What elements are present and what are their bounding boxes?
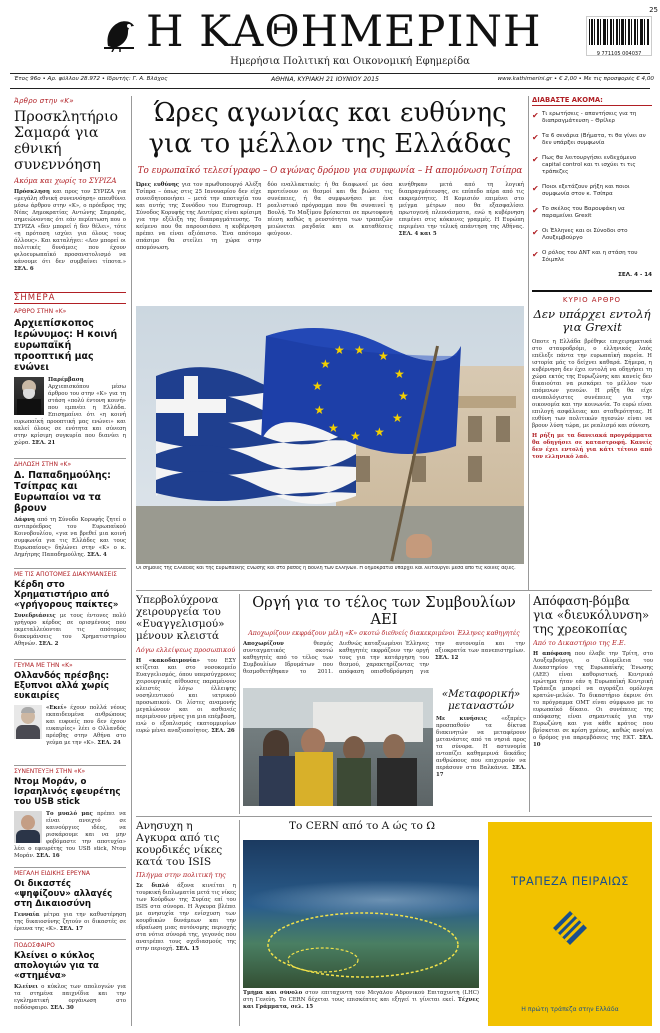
main-col-2 [267,182,392,252]
piraeus-logo-icon [552,910,588,946]
checkmark-icon: ✔ [532,250,539,259]
today-lead: Παρέμβαση [48,377,84,383]
bomb-subhead: Από το Δικαστήριο της Ε.Ε. [533,639,626,647]
today-headline[interactable]: Αρχιεπίσκοπος Ιερώνυμος: Η κοινή ευρωπαϊκή προοπτική μας ενώνει [14,318,118,373]
question-item[interactable] [532,228,650,242]
cern-caption-lead: Τμήμα και σύνολο [243,990,303,996]
ankara-subhead: Πλήγμα στην πολιτική της [136,871,226,879]
today-tag: ΑΡΘΡΟ ΣΤΗΝ «Κ» [14,308,67,315]
svg-text:★: ★ [320,357,331,371]
questions-page-ref: ΣΕΛ. 4 - 14 [618,272,652,278]
samaras-subhead: Ακόμα και χωρίς το ΣΥΡΙΖΑ [14,176,117,185]
today-lead: Γενναία [14,912,40,918]
question-text: Οι Έλληνες και οι Σύνοδοι στο Λουξεμβούργο [542,228,628,241]
migrants-article [436,688,526,812]
checkmark-icon: ✔ [532,133,539,142]
today-tag: ΓΕΥΜΑ ΜΕ ΤΗΝ «Κ» [14,662,73,669]
cern-caption-wrap [243,990,479,1024]
today-item-judges [14,867,126,937]
today-body-wrap [14,984,126,1012]
migrants-lead: Με κινήσεις [436,716,487,722]
main-lead: Ώρες ευθύνης [136,182,180,188]
migrants-headline[interactable]: «Μεταφορική» μεταναστών [441,688,521,712]
bomb-page-ref: ΣΕΛ. 10 [533,735,653,748]
main-story [136,96,524,306]
editorial-headline[interactable]: Δεν υπάρχει εντολή για Grexit [533,307,651,334]
svg-text:★: ★ [312,379,323,393]
cern-headline[interactable]: Το CERN από το Α ώς το Ω [288,820,436,832]
today-headline[interactable]: Ολλανδός πρέσβης: Εξυπνοι αλλά χωρίς ευκαιρίες [14,671,110,701]
checkmark-icon: ✔ [532,184,539,193]
question-text: Ο ρόλος του ΔΝΤ και η στάση του Σόιμπλε [542,250,638,263]
editorial [532,290,652,588]
ankara-article [136,820,236,1026]
today-body: πρέπει να είναι ανοιχτό σε καινούργιες ιδέες, να ρισκάρουμε και να μην φοβόμαστε την αποτυχία» λέει ο εφευρέτης του USB stick, Ντομ Μοράν. [14,811,126,859]
today-body-wrap [14,912,126,933]
barcode-bars-icon [587,17,651,47]
today-lead: Δάφνη [14,517,35,523]
samaras-kicker: Άρθρο στην «Κ» [14,97,74,105]
today-page-ref: ΣΕΛ. 2 [38,641,59,647]
today-tag: ΜΕΓΑΛΗ ΕΙΔΙΚΗΣ ΕΡΕΥΝΑ [14,870,90,877]
website-price: www.kathimerini.gr • € 2,00 • Με τις προσφορές € 4,00 [497,76,654,82]
ad-tagline: Η πρώτη τράπεζα στην Ελλάδα [521,1006,619,1013]
flags-photo-caption: Οι σημαίες της Ελλάδας και της Ευρωπαϊκής Ένωσης και στο βάθος η Βουλή των Ελλήνων. Η δημοκρατία υπάρχει και λειτουργεί μέσα από τις κοινές αξίες. [136,566,516,571]
newspaper-title: Η ΚΑΘΗΜΕΡΙΝΗ [146,7,542,57]
migrants-body: «εξπρές» προσπαθούν τα δίκτυα διακινητών να μεταφέρουν μετανάστες από τα νησιά προς τα σύνορα. Η αστυνομία εντοπίζει καθημερινά δεκάδες ανθρώπους που επιχειρούν να περάσουν στα Βαλκάνια. [436,716,526,771]
today-headline[interactable]: Κλείνει ο κύκλος απολογιών για τα «στημένα» [14,951,99,981]
main-columns [136,182,524,252]
main-subhead: Το ευρωπαϊκό τελεσίγραφο – Ο αγώνας δρόμου για συμφωνία – Η απομόνωση Τσίπρα [137,166,523,176]
evangelismos-lead: Η «κακοδαιμονία» [136,658,200,664]
question-item[interactable] [532,111,650,125]
issue-date: ΑΘΗΝΑ, ΚΥΡΙΑΚΗ 21 ΙΟΥΝΙΟΥ 2015 [271,76,379,83]
samaras-lead: Πρόσκληση [14,189,50,195]
checkmark-icon: ✔ [532,155,539,164]
today-lead: Κλείνει [14,984,38,990]
bomb-article [533,594,653,816]
today-item-stocks [14,568,126,656]
svg-text:★: ★ [314,403,325,417]
svg-text:★: ★ [394,367,405,381]
bomb-body: που έλαβε την Τρίτη, στο Λουξεμβούργο, ο Ολομέλεια του Δικαστηρίου της Ευρωπαϊκής Ένωσης (ΔΕΕ) είναι καθοριστική. Κεντρικό ερώτημα ήταν εάν η Ευρωπαϊκή Κεντρική Τράπεζα μπορεί να αγοράζει ομόλογα κρατών-μελών. Το δικαστήριο έκρινε ότι το πρόγραμμα OMT είναι σύμφωνο με το ευρωπαϊκό δίκαιο. Οι συνέπειες της απόφασης είναι σημαντικές για την Ευρωζώνη και για κάθε κράτος που βρίσκεται σε κρίση χρέους, καθώς ανοίγει ο δρόμος για παρεμβάσεις της ΕΚΤ. [533,651,653,741]
today-page-ref: ΣΕΛ. 30 [50,1005,74,1011]
question-text: Ποιοι εξετάζουν ρήξη και ποιοι συμφωνία στον κ. Τσίπρα [542,184,630,197]
ieronymos-photo [14,377,44,415]
svg-text:★: ★ [378,349,389,363]
aei-subhead: Αποχωρίζουν εκφράζουν μέλη «Κ» σκοτώ διεθνείς διακεκριμένοι Έλληνες καθηγητές [248,630,520,637]
issue-digits: 25 [649,6,658,14]
ankara-body: άξονα κινείται η τουρκική διπλωματία μετά τις νίκες των Κούρδων της Συρίας επί του ISIS στα σύνορα. Η Άγκυρα βλέπει με ανησυχία την ενίσχυση των κουρδικών δυνάμεων και την εδραίωση μιας αυτόνομης περιοχής στα νότια σύνορά της, γεγονός που ανατρέπει τους σχεδιασμούς της στην περιοχή. [136,883,236,952]
barcode-number: 9 771105 004037 [596,51,642,56]
today-item-football [14,939,126,1027]
questions-header: ΔΙΑΒΑΣΤΕ ΑΚΟΜΑ: [532,96,652,106]
ankara-lead: Σε διπλό [136,883,169,889]
today-body-wrap [14,613,126,648]
today-header-bar [14,292,126,304]
samaras-article [14,97,126,293]
svg-text:★: ★ [398,389,409,403]
today-tag: ΜΕ ΤΙΣ ΑΠΟΤΟΜΕΣ ΔΙΑΚΥΜΑΝΣΕΙΣ [14,571,117,578]
today-header: ΣΗΜΕΡΑ [14,293,56,303]
evangelismos-headline[interactable]: Υπερβολύχρονα χειρουργεία του «Ευαγγελισμού» μένουν κλειστά [136,594,225,642]
today-body: Αρχιεπισκόπου μέσω άρθρου του στην «Κ» για τη στάση «πολύ έντονη κοινή» που εμπνέει η Ελλάδα. Επισημαίνει ότι «η κοινή ευρωπαϊκή προοπτική μας ενώνει» και καλεί όλους σε ενότητα και σύνεση στην κρίσιμη συγκυρία που διανύει η χώρα. [14,384,126,446]
today-body: από τη Σύνοδο Κορυφής ζητεί ο αντιπρόεδρος του Ευρωπαϊκού Κοινοβουλίου, «για να βρεθεί μια κοινή συμφωνία για τις Ελλάδες και τους Ευρωπαίους» δηλώνει στην «Κ» ο κ. Δημήτρης Παπαδημούλης. [14,517,126,558]
aei-article [243,594,525,680]
migrants-body-wrap [436,716,526,779]
svg-text:★: ★ [350,429,361,443]
evangelismos-subhead: Λόγω ελλείψεως προσωπικού [136,646,236,654]
today-body: έχουν πολλά νέους εκπαιδευμένα ανθρώπους και ευφυείς που δεν έχουν ευκαιρίες» λέει ο Ολλανδός πρέσβης στην Αθήνα στο γεύμα με την «Κ». [46,705,126,746]
svg-text:★: ★ [374,425,385,439]
editorial-body: Οποτε η Ελλάδα βρέθηκε επιχειρηματικά στο σταυροδρόμι, ο ελληνικός λαός επέλεξε πάντα την ευρωπαϊκή πορεία. Η ιστορία μάς το δείχνει καθαρά. Σήμερα, η κυβέρνηση δεν έχει εντολή να οδηγήσει τη χώρα εκτός της Ευρωζώνης και κανείς δεν δικαιούται να ρισκάρει το μέλλον των επόμενων γενεών. Η ρήξη θα είχε ανυπολόγιστες συνέπειες για την οικονομία και την κοινωνία. Το ευρώ είναι επιλογή ασφάλειας και σταθερότητας. Η ευθύνη των πολιτικών ηγεσιών είναι να βρουν λύση τώρα, με ρεαλισμό και σύνεση. [532,339,652,429]
svg-text:★: ★ [354,343,365,357]
question-item[interactable] [532,206,650,220]
migrants-photo [243,688,433,806]
question-text: Το σκέλος του Βαρουφάκη να παραμείνει Grexit [542,206,625,219]
questions-list [532,106,652,276]
today-item-ieronymos [14,308,126,456]
bomb-headline[interactable]: Απόφαση-βόμβα για «διευκόλυνση» της χρεοκοπίας [533,594,650,636]
question-item[interactable] [532,250,650,264]
main-col-2-text: δύο εναλλακτικές: ή θα διαφωνεί με όσα προτείνουν οι θεσμοί και θα βιώσει τις συνέπειες, ή θα συμφωνήσει με ένα ρεαλιστικό πρόγραμμα που θα συναινεί η Βουλή. Το Μαξίμου βρίσκεται σε πρωτοφανή πίεση καθώς η ρευστότητα των τραπεζών μειώνεται ραγδαία και οι καταθέσεις φεύγουν. [267,182,393,237]
aei-body: θεσμός συνταγματικός σκοτώ καθηγητές από το τέλος των Συμβουλίων Ιδρυμάτων που θεσμοθετήθηκαν το 2011. Διεθνώς καταξιωμένοι Έλληνες καθηγητές εκφράζουν την οργή τους για την κατάργηση του θεσμού, χαρακτηρίζοντας την απόφαση οπισθοδρόμηση για την αυτονομία και την αξιοκρατία των πανεπιστημίων. [243,641,525,675]
cern-photo [243,840,479,988]
today-headline[interactable]: Οι δικαστές «ψηφίζουν» αλλαγές στη Δικαιοσύνη [14,879,113,909]
eu-flag-icon [256,316,466,476]
today-item-papadimoulis [14,458,126,566]
bomb-lead: Η απόφαση [533,651,571,657]
samaras-headline[interactable]: Προσκλητήριο Σαμαρά για εθνική συνεννόηση [14,109,119,173]
moran-photo [14,811,42,843]
newspaper-subtitle: Ημερήσια Πολιτική και Οικονομική Εφημερίδα [230,56,470,67]
aei-body-wrap [243,641,525,676]
svg-text:★: ★ [328,421,339,435]
question-text: Τι ερωτήσεις - απαντήσεις για τη διαπραγμάτευση – Θρίλερ [542,111,637,124]
today-page-ref: ΣΕΛ. 21 [31,440,56,446]
today-item-moran [14,765,126,865]
svg-text:★: ★ [334,343,345,357]
migrants-page-ref: ΣΕΛ. 17 [436,765,526,778]
evangelismos-article [136,594,236,812]
aei-lead: Αποχωρίζουν [243,641,284,647]
evangelismos-body-wrap [136,658,236,735]
today-body: μέτρα για την καθυστέρηση της δικαιοσύνης ζητούν οι δικαστές σε έρευνα της «Κ». [14,912,126,932]
today-lead: Συνεδριάσεις [14,613,56,619]
today-lead: «Εκεί» [46,705,67,711]
issue-info: Έτος 96ο • Αρ. φύλλου 28.972 • Ιδρυτής: Γ. Α. Βλάχος [14,76,168,82]
today-body: με τους έντονες πολύ γρήγορο κέρδος σε ορισμένους που εκμεταλλεύονται τις απότομες διακυμάνσεις του Χρηματιστηρίου Αθηνών. [14,613,126,647]
main-headline[interactable]: Ώρες αγωνίας και ευθύνης για το μέλλον της Ελλάδας [148,98,512,159]
cern-page-ref: Τέχνες και Γράμματα, σελ. 15 [243,997,479,1010]
today-lead: Το μυαλό μας [46,811,93,817]
question-text: Πως θα λειτουργήσει ενδεχόμενο capital control και τι ισχύει τι τις τράπεζες [542,155,637,175]
main-col-1-text: για τον πρωθυπουργό Αλέξη Τσίπρα – όπως στις 25 Ιανουαρίου δεν είχε συνειδητοποιήσει – μετά την αποτυχία του και αυτής της Συνόδου του Eurogroup. Η Σύνοδος Κορυφής της Δευτέρας είναι κρίσιμη για την εξέλιξη της διαπραγμάτευσης. Το κείμενο που θα παρουσιάσει η κυβέρνηση πρέπει να είναι αξιόπιστο. Ένα απότομο σπάσιμο θα στείλει τη χώρα στην απομόνωση. [136,182,262,251]
today-body: ο κύκλος των απολογιών για τα στημένα παιχνίδια και την εγκληματική οργάνωση στο ποδόσφαιρο. [14,984,126,1011]
bomb-body-wrap [533,651,653,749]
evangelismos-page-ref: ΣΕΛ. 26 [211,728,235,734]
owl-logo-icon [100,12,140,52]
today-tag: ΔΗΛΩΣΗ ΣΤΗΝ «Κ» [14,461,72,468]
ankara-body-wrap [136,883,236,953]
ankara-headline[interactable]: Ανησυχη η Αγκυρα από τις κουρδικές νίκες κατά του ISIS [136,820,223,868]
today-item-ambassador [14,659,126,763]
today-headline[interactable]: Δ. Παπαδημούλης: Τσίπρας και Ευρωπαίοι να τα βρουν [14,470,111,514]
main-col-1 [136,182,261,252]
today-page-ref: ΣΕΛ. 16 [36,853,60,859]
today-body-wrap [14,517,126,559]
question-item[interactable] [532,155,650,176]
checkmark-icon: ✔ [532,206,539,215]
flags-photo [136,306,524,564]
main-page-ref: ΣΕΛ. 4 και 5 [398,231,437,237]
ankara-page-ref: ΣΕΛ. 15 [175,946,200,952]
svg-text:★: ★ [392,411,403,425]
cern-ring-icon [253,890,473,985]
samaras-body-wrap [14,189,126,273]
ad-brand: ΤΡΑΠΕΖΑ ΠΕΙΡΑΙΩΣ [511,874,629,888]
today-headline[interactable]: Κέρδη στο Χρηματιστήριο από «γρήγορους παίκτες» [14,580,119,610]
today-tag: ΣΥΝΕΝΤΕΥΞΗ ΣΤΗΝ «Κ» [14,768,86,775]
questions-box [532,96,652,282]
masthead [0,0,660,88]
question-item[interactable] [532,133,650,147]
checkmark-icon: ✔ [532,111,539,120]
today-page-ref: ΣΕΛ. 17 [59,926,84,932]
main-col-3-text: κινήθηκαν μετά από τη λογική διαπραγμάτευσης, σε επίπεδο πέρα από τις εκκρεμότητες. Η Κομισιόν επιμένει στο μείγμα μέτρων που θα εξασφαλίσει πρωτογενή πλεονάσματα, ενώ η κυβέρνηση επιμένει στις κόκκινες γραμμές. Η Ευρώπη περιμένει την τελική απάντηση της Αθήνας. [398,182,524,230]
checkmark-icon: ✔ [532,228,539,237]
cern-caption: στον επιταχυντή του Μεγάλου Αδρονικού Επιταχυντή (LHC) στη Γενεύη. Το CERN δέχεται τους επισκέπτες και εξηγεί τι γίνεται εκεί. [243,990,479,1003]
editorial-header: ΚΥΡΙΟ ΑΡΘΡΟ [562,296,622,304]
samaras-body: και προς τον ΣΥΡΙΖΑ για «μεγάλη εθνική συνεννόηση» απευθύνει μέσω άρθρου στην «Κ», ο πρόεδρος της Νέας Δημοκρατίας Αντώνης Σαμαράς, σημειώνοντας ότι εάν περίπτωση που ο ΣΥΡΙΖΑ «δεν μπορεί ή δεν θέλει», τότε «η πρόταση ισχύει για όλους τους άλλους». Και καταλήγει: «Δεν μπορεί οι πολιτικές δυνάμεις που έχουν φιλοευρωπαϊκό προσανατολισμό να κάνουμε ότι δεν συμβαίνει τίποτα.» [14,189,126,265]
ambassador-photo [14,705,42,739]
aei-page-ref: ΣΕΛ. 12 [435,655,459,661]
today-page-ref: ΣΕΛ. 4 [87,552,107,558]
samaras-page-ref: ΣΕΛ. 6 [14,266,34,272]
question-text: Τα 6 σενάρια (Βήματα, τι θα γίνει αν δεν υπάρξει συμφωνία [542,133,646,146]
editorial-emphasis: Η ρήξη με τα δανειακά προγράμματα θα οδηγήσει σε καταστροφή. Κανείς δεν έχει εντολή για κάτι τέτοιο από τον ελληνικό λαό. [532,433,652,460]
today-tag: ΠΟΔΟΣΦΑΙΡΟ [14,942,55,949]
today-headline[interactable]: Ντομ Μοράν, ο Ισραηλινός εφευρέτης του USB stick [14,777,121,807]
main-col-3 [399,182,524,252]
aei-headline[interactable]: Οργή για το τέλος των Συμβουλίων ΑΕΙ [252,594,516,628]
question-item[interactable] [532,184,650,198]
today-page-ref: ΣΕΛ. 24 [97,740,121,746]
barcode [586,16,652,56]
piraeus-ad[interactable] [488,822,652,1026]
evangelismos-body: του ΕΣΥ κτίζεται και στο νοσοκομείο Ευαγγελισμός, όπου υπερσύγχρονες χειρουργικές αίθουσες παραμένουν κλειστές λόγω έλλειψης νοσηλευτικού και ιατρικού προσωπικού. Οι λίστες αναμονής μεγαλώνουν και οι ασθενείς περιμένουν μήνες για μια επέμβαση, ενώ ο εξοπλισμός εκατομμυρίων ευρώ μένει αναξιοποίητος. [136,658,236,734]
